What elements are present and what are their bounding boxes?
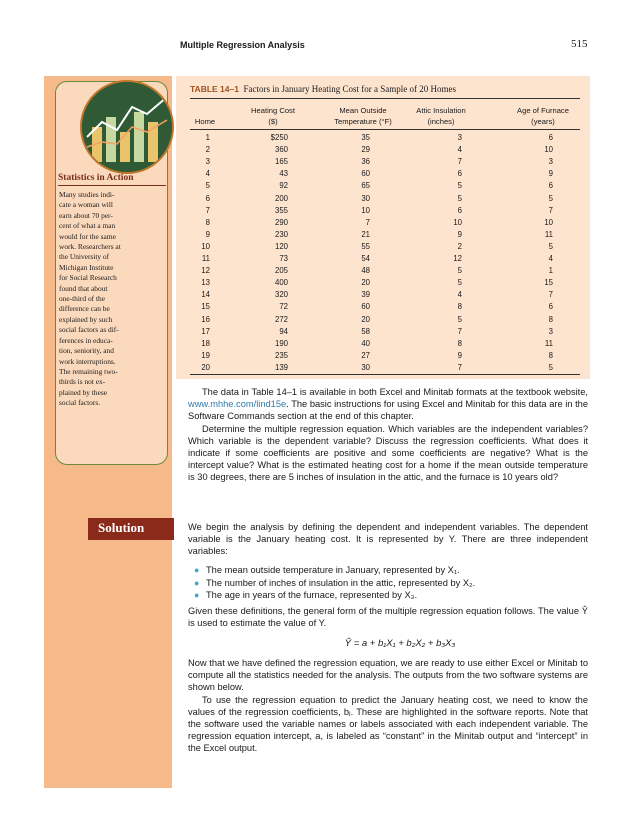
table-cell: 5 bbox=[548, 193, 553, 203]
table-cell: $250 bbox=[270, 133, 288, 142]
table-cell: 17 bbox=[201, 326, 210, 336]
table-cell: 39 bbox=[361, 290, 370, 300]
table-cell: 165 bbox=[274, 157, 288, 167]
table-cell: 7 bbox=[457, 362, 462, 372]
table-cell: 200 bbox=[274, 193, 288, 203]
table-cell: 190 bbox=[274, 338, 288, 348]
page-number: 515 bbox=[571, 38, 588, 50]
table-cell: 1 bbox=[548, 266, 553, 276]
variable-list bbox=[194, 564, 594, 602]
solution-paragraph-3: Now that we have defined the regression equation, we are ready to use either Excel or Minitab to compute all the statistics needed for the analysis. The outputs from the two software systems are shown below. bbox=[188, 658, 588, 693]
statistics-in-action-title: Statistics in Action bbox=[58, 173, 166, 186]
table-cell: 6 bbox=[457, 205, 462, 215]
table-cell: 60 bbox=[361, 169, 370, 179]
table-cell: 355 bbox=[274, 205, 288, 215]
table-cell: 230 bbox=[274, 229, 288, 239]
list-item bbox=[194, 577, 594, 590]
table-cell: 5 bbox=[548, 241, 553, 251]
table-bottom-rule bbox=[190, 374, 580, 375]
intro-paragraph-2: Determine the multiple regression equation. Which variables are the independent variables? Which variable is the dependent variable? Discuss the regression coefficients. What does it indicate if some coefficients are positive and some coefficients are negative? What is the intercept value? What is the estimated heating cost for a home if the mean outside temperature is 30 degrees, there are 5 inches of insulation in the attic, and the furnace is 10 years old? bbox=[188, 423, 588, 483]
column-header: Age of Furnace (years) bbox=[517, 106, 569, 126]
table-cell: 8 bbox=[457, 302, 462, 312]
table-cell: 9 bbox=[457, 350, 462, 360]
intro-text bbox=[188, 386, 588, 484]
table-cell: 20 bbox=[361, 314, 370, 324]
table-cell: 3 bbox=[457, 133, 462, 142]
table-cell: 7 bbox=[548, 290, 553, 300]
bullet-text: The age in years of the furnace, represented by X₃. bbox=[206, 590, 418, 600]
table-cell: 9 bbox=[205, 229, 210, 239]
solution-text-block bbox=[188, 657, 588, 755]
table-cell: 400 bbox=[274, 278, 288, 288]
bullet-text: The number of inches of insulation in the attic, represented by X₂. bbox=[206, 577, 476, 588]
table-cell: 48 bbox=[361, 266, 370, 276]
intro-text-a: The data in Table 14–1 is available in both Excel and Minitab formats at the textbook website, bbox=[202, 387, 588, 397]
table-caption-text: Factors in January Heating Cost for a Sample of 20 Homes bbox=[243, 84, 456, 94]
running-header: Multiple Regression Analysis bbox=[180, 40, 305, 50]
table-cell: 235 bbox=[274, 350, 288, 360]
bullet-icon: ● bbox=[194, 565, 200, 575]
table-cell: 40 bbox=[361, 338, 370, 348]
table-cell: 8 bbox=[548, 350, 553, 360]
column-header: Heating Cost ($) bbox=[251, 106, 295, 126]
table-cell: 20 bbox=[201, 362, 210, 372]
table-caption bbox=[190, 84, 456, 94]
table-cell: 7 bbox=[205, 205, 210, 215]
table-cell: 5 bbox=[205, 181, 210, 191]
table-cell: 360 bbox=[274, 145, 288, 155]
table-cell: 4 bbox=[457, 290, 462, 300]
table-cell: 5 bbox=[457, 181, 462, 191]
table-cell: 54 bbox=[361, 254, 370, 263]
table-number: TABLE 14–1 bbox=[190, 84, 239, 94]
table-cell: 35 bbox=[361, 133, 370, 142]
textbook-website-link[interactable]: www.mhhe.com/lind15e bbox=[188, 399, 287, 410]
table-cell: 7 bbox=[365, 217, 370, 227]
table-cell: 12 bbox=[201, 266, 210, 276]
table-cell: 6 bbox=[548, 181, 553, 191]
statistics-in-action-text: Many studies indi- cate a woman will earn about 70 per- cent of what a man would for the same work. Researchers at the University of Michigan Institute for Social Research found that about one-third of the difference can be explained by such social factors as dif- ferences in educa- tion, seniority, and work interruptions. The remaining two- thirds is not ex- plained by these social factors. bbox=[59, 190, 121, 408]
table-cell: 36 bbox=[361, 157, 370, 167]
table-cell: 12 bbox=[453, 254, 462, 263]
table-cell: 3 bbox=[548, 326, 553, 336]
table-cell: 11 bbox=[544, 229, 553, 239]
table-cell: 72 bbox=[279, 302, 288, 312]
table-cell: 20 bbox=[361, 278, 370, 288]
table-cell: 60 bbox=[361, 302, 370, 312]
table-cell: 15 bbox=[201, 302, 210, 312]
list-item bbox=[194, 564, 594, 577]
table-cell: 139 bbox=[274, 362, 288, 372]
table-cell: 120 bbox=[274, 241, 288, 251]
table-cell: 55 bbox=[361, 241, 370, 251]
table-cell: 5 bbox=[457, 278, 462, 288]
table-cell: 9 bbox=[548, 169, 553, 179]
table-cell: 10 bbox=[453, 217, 462, 227]
bullet-text: The mean outside temperature in January, represented by X₁. bbox=[206, 565, 460, 575]
table-cell: 94 bbox=[279, 326, 288, 336]
table-cell: 320 bbox=[274, 290, 288, 300]
intro-text-b: . The basic instructions for using Excel and Minitab for this data are in the Software Commands section at the end of this chapter. bbox=[188, 399, 588, 422]
list-item bbox=[194, 589, 594, 602]
table-cell: 18 bbox=[201, 338, 210, 348]
table-cell: 7 bbox=[457, 157, 462, 167]
table-cell: 3 bbox=[548, 157, 553, 167]
table-cell: 5 bbox=[548, 362, 553, 372]
table-cell: 30 bbox=[361, 193, 370, 203]
table-cell: 16 bbox=[201, 314, 210, 324]
table-cell: 272 bbox=[274, 314, 288, 324]
table-cell: 15 bbox=[544, 278, 553, 288]
column-header: Home bbox=[194, 117, 216, 126]
solution-label: Solution bbox=[98, 520, 145, 535]
table-cell: 6 bbox=[548, 302, 553, 312]
table-cell: 6 bbox=[205, 193, 210, 203]
table-cell: 65 bbox=[361, 181, 370, 191]
table-cell: 73 bbox=[279, 254, 288, 263]
table-cell: 8 bbox=[548, 314, 553, 324]
table-top-rule bbox=[190, 98, 580, 99]
table-cell: 21 bbox=[361, 229, 370, 239]
table-cell: 29 bbox=[361, 145, 370, 155]
bullet-icon: ● bbox=[194, 590, 200, 600]
table-cell: 13 bbox=[201, 278, 210, 288]
table-cell: 4 bbox=[457, 145, 462, 155]
table-cell: 43 bbox=[279, 169, 288, 179]
table-cell: 11 bbox=[544, 338, 553, 348]
table-cell: 6 bbox=[457, 169, 462, 179]
table-cell: 6 bbox=[548, 133, 553, 142]
bullet-icon: ● bbox=[194, 577, 200, 588]
table-cell: 2 bbox=[457, 241, 462, 251]
table-cell: 205 bbox=[274, 266, 288, 276]
table-cell: 5 bbox=[457, 266, 462, 276]
solution-paragraph-1: We begin the analysis by defining the dependent and independent variables. The dependent variable is the January heating cost. It is represented by Y. There are three independent variables: bbox=[188, 522, 588, 557]
solution-paragraph-4: To use the regression equation to predict the January heating cost, we need to know the values of the regression coefficients, bⱼ. These are highlighted in the software reports. Note that the software used the variable names or labels associated with each independent variable. The regression equation intercept, a, is labeled as “constant” in the Minitab output and “intercept” in the Excel output. bbox=[188, 694, 588, 754]
table-cell: 10 bbox=[544, 145, 553, 155]
table-cell: 92 bbox=[279, 181, 288, 191]
table-cell: 4 bbox=[205, 169, 210, 179]
table-cell: 9 bbox=[457, 229, 462, 239]
table-cell: 7 bbox=[457, 326, 462, 336]
table-cell: 290 bbox=[274, 217, 288, 227]
table-cell: 10 bbox=[361, 205, 370, 215]
intro-paragraph-1 bbox=[188, 386, 588, 423]
table-cell: 30 bbox=[361, 362, 370, 372]
table-cell: 2 bbox=[205, 145, 210, 155]
table-cell: 10 bbox=[201, 241, 210, 251]
table-cell: 4 bbox=[548, 254, 553, 263]
regression-equation: Ŷ = a + b₁X₁ + b₂X₂ + b₃X₃ bbox=[344, 638, 456, 649]
table-header-rule bbox=[190, 129, 580, 130]
solution-paragraph-2: Given these definitions, the general form of the multiple regression equation follows. The value Ŷ is used to estimate the value of Y. bbox=[188, 606, 588, 629]
column-header: Attic Insulation (inches) bbox=[416, 106, 466, 126]
table-cell: 3 bbox=[205, 157, 210, 167]
table-cell: 8 bbox=[457, 338, 462, 348]
table-cell: 58 bbox=[361, 326, 370, 336]
table-cell: 10 bbox=[544, 217, 553, 227]
table-cell: 27 bbox=[361, 350, 370, 360]
table-cell: 7 bbox=[548, 205, 553, 215]
column-header: Mean Outside Temperature (°F) bbox=[334, 106, 392, 126]
table-cell: 11 bbox=[201, 254, 210, 263]
table-cell: 14 bbox=[201, 290, 210, 300]
table-cell: 5 bbox=[457, 193, 462, 203]
table-cell: 1 bbox=[205, 133, 210, 142]
table-cell: 19 bbox=[201, 350, 210, 360]
table-cell: 5 bbox=[457, 314, 462, 324]
table-cell: 8 bbox=[205, 217, 210, 227]
